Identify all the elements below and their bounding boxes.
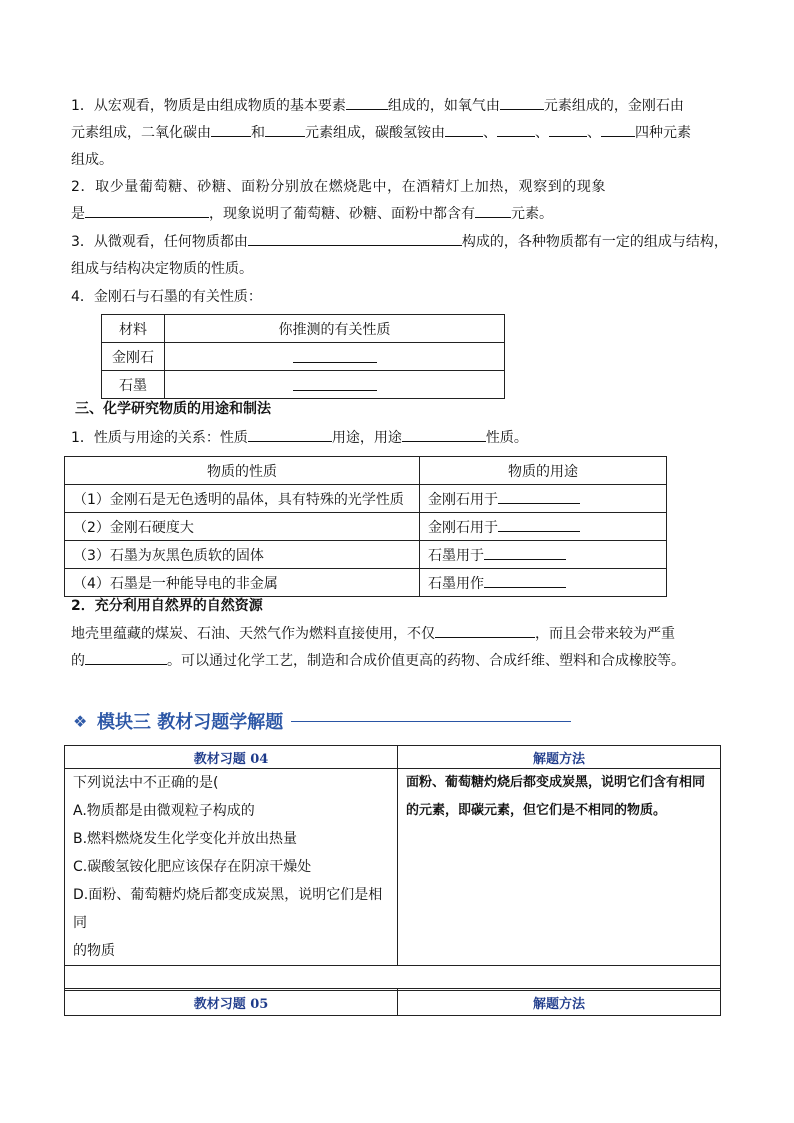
blank <box>500 94 544 110</box>
blank <box>549 121 587 137</box>
use-text: 石墨用于 <box>428 548 484 564</box>
heading-rule <box>291 721 571 722</box>
blank <box>402 426 486 442</box>
q3-text: 构成的，各种物质都有一定的组成与结构， <box>461 234 728 250</box>
section-3-sub1 <box>71 425 731 452</box>
method-header: 解题方法 <box>398 989 721 1016</box>
blank <box>497 121 535 137</box>
q1-text: 组成。 <box>71 152 113 168</box>
blank <box>265 121 305 137</box>
q1-text: 元素组成，碳酸氢铵由 <box>305 125 445 141</box>
blank <box>248 426 332 442</box>
sub1-text: 用途，用途 <box>331 430 402 446</box>
answer-row <box>65 966 721 991</box>
q3-text: 组成与结构决定物质的性质。 <box>71 261 253 277</box>
question-2 <box>71 174 731 201</box>
option-b: B.燃料燃烧发生化学变化并放出热量 <box>73 831 298 847</box>
table-cell <box>165 343 505 371</box>
sub2-text: 的 <box>71 653 85 669</box>
q2-text: 元素。 <box>511 206 553 222</box>
module-title: 模块三 教材习题学解题 <box>97 712 284 733</box>
blank <box>475 202 511 218</box>
blank <box>248 230 462 246</box>
method-header: 解题方法 <box>398 746 721 769</box>
q2-text: ，现象说明了葡萄糖、砂糖、面粉中都含有 <box>209 206 475 222</box>
blank <box>293 375 377 391</box>
table-header: 材料 <box>102 315 165 343</box>
q2-text: 2．取少量葡萄糖、砂糖、面粉分别放在燃烧匙中，在酒精灯上加热，观察到的现象 <box>71 179 607 195</box>
use-text: 金刚石用于 <box>428 492 498 508</box>
blank <box>435 622 535 638</box>
question-cell <box>65 769 398 966</box>
blank <box>346 94 388 110</box>
table-cell <box>420 541 667 569</box>
blank <box>85 649 167 665</box>
table-cell: 金刚石 <box>102 343 165 371</box>
property-use-table <box>64 456 667 597</box>
section-3-sub2-body <box>71 621 731 675</box>
option-d: D.面粉、葡萄糖灼烧后都变成炭黑，说明它们是相同 <box>73 887 383 931</box>
table-cell: （4）石墨是一种能导电的非金属 <box>65 569 420 597</box>
sub2-text: 地壳里蕴藏的煤炭、石油、天然气作为燃料直接使用，不仅 <box>71 626 435 642</box>
option-c: C.碳酸氢铵化肥应该保存在阴凉干燥处 <box>73 859 312 875</box>
module-heading <box>73 706 571 736</box>
exercise-05-table <box>64 988 721 1016</box>
sub1-text: 1．性质与用途的关系：性质 <box>71 430 248 446</box>
table-cell <box>420 513 667 541</box>
question-4-title: 4．金刚石与石墨的有关性质： <box>71 289 262 305</box>
table-header: 你推测的有关性质 <box>165 315 505 343</box>
q1-text: 和 <box>251 125 265 141</box>
q1-text: 1．从宏观看，物质是由组成物质的基本要素 <box>71 98 346 114</box>
blank <box>498 516 580 532</box>
method-text: 面粉、葡萄糖灼烧后都变成炭黑，说明它们含有相同的元素，即碳元素，但它们是不相同的物质。 <box>406 775 706 818</box>
table-cell: 石墨 <box>102 371 165 399</box>
blank <box>498 488 580 504</box>
use-text: 石墨用作 <box>428 576 484 592</box>
section-title: 三、化学研究物质的用途和制法 <box>75 401 271 417</box>
q2-text: 是 <box>71 206 85 222</box>
question-text: 下列说法中不正确的是( <box>73 775 219 791</box>
question-1 <box>71 93 731 174</box>
q1-text: 四种元素 <box>635 125 691 141</box>
section-3-sub2-title: 2．充分利用自然界的自然资源 <box>71 598 263 614</box>
exercise-header: 教材习题 04 <box>65 746 398 769</box>
use-text: 金刚石用于 <box>428 520 498 536</box>
blank <box>484 572 566 588</box>
q3-text: 3．从微观看，任何物质都由 <box>71 234 248 250</box>
sub2-text: ，而且会带来较为严重 <box>535 626 675 642</box>
table-cell <box>165 371 505 399</box>
q1-text: 元素组成，二氧化碳由 <box>71 125 211 141</box>
table-cell: （3）石墨为灰黑色质软的固体 <box>65 541 420 569</box>
blank <box>601 121 635 137</box>
method-cell <box>398 769 721 966</box>
blank <box>293 347 377 363</box>
option-a: A.物质都是由微观粒子构成的 <box>73 803 255 819</box>
option-d-cont: 的物质 <box>73 943 115 959</box>
table-cell: （1）金刚石是无色透明的晶体，具有特殊的光学性质 <box>65 485 420 513</box>
sub1-text: 性质。 <box>485 430 528 446</box>
question-3 <box>71 229 731 283</box>
blank <box>211 121 251 137</box>
exercise-04-table <box>64 745 721 991</box>
blank <box>484 544 566 560</box>
table-cell: （2）金刚石硬度大 <box>65 513 420 541</box>
exercise-header: 教材习题 05 <box>65 989 398 1016</box>
table-header: 物质的性质 <box>65 457 420 485</box>
q1-text: 组成的，如氧气由 <box>387 98 500 114</box>
question-2-line2 <box>71 201 731 228</box>
separator: 、 <box>483 125 497 141</box>
table-cell <box>420 485 667 513</box>
separator: 、 <box>535 125 549 141</box>
blank <box>445 121 483 137</box>
sub2-text: 。可以通过化学工艺，制造和合成价值更高的药物、合成纤维、塑料和合成橡胶等。 <box>167 653 685 669</box>
blank <box>85 202 209 218</box>
properties-table <box>101 314 505 399</box>
table-header: 物质的用途 <box>420 457 667 485</box>
diamond-icon: ❖ <box>73 711 88 731</box>
separator: 、 <box>587 125 601 141</box>
q1-text: 元素组成的，金刚石由 <box>543 98 684 114</box>
